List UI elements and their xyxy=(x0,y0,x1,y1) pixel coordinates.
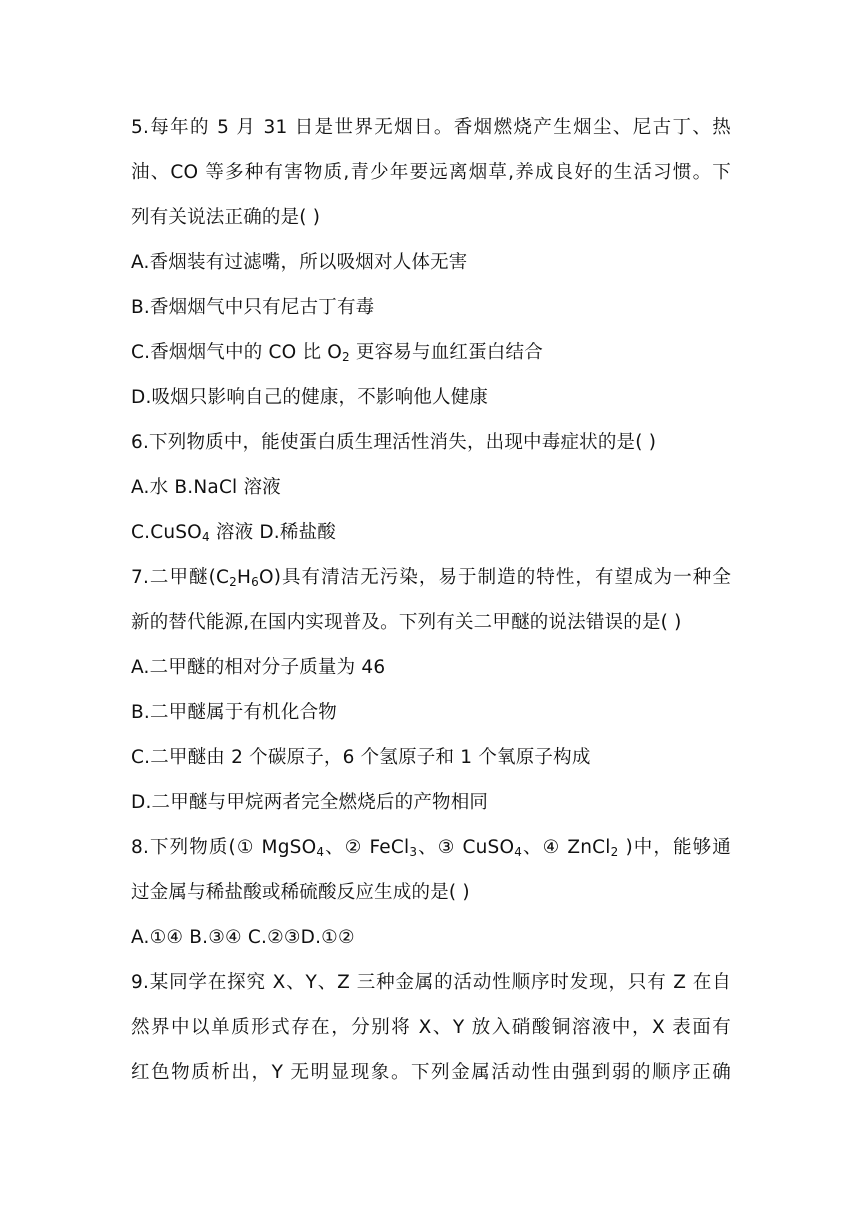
q6-options-ab: A.水 B.NaCl 溶液 xyxy=(131,477,281,498)
q7-stem-text-h: H xyxy=(236,567,252,588)
q5-option-b: B.香烟烟气中只有尼古丁有毒 xyxy=(131,297,375,318)
q7-option-c: C.二甲醚由 2 个碳原子，6 个氢原子和 1 个氧原子构成 xyxy=(131,747,591,768)
q8-text-1: 8.下列物质(① MgSO xyxy=(131,837,317,858)
q8-subscript-4: 2 xyxy=(610,845,619,859)
q9-stem-line-1: 9.某同学在探究 X、Y、Z 三种金属的活动性顺序时发现，只有 Z 在自 xyxy=(131,972,731,993)
q5-stem-line-1: 5.每年的 5 月 31 日是世界无烟日。香烟燃烧产生烟尘、尼古丁、热 xyxy=(131,117,731,138)
q5-option-d: D.吸烟只影响自己的健康，不影响他人健康 xyxy=(131,387,489,408)
q7-subscript-c: 2 xyxy=(229,575,237,589)
q7-option-b: B.二甲醚属于有机化合物 xyxy=(131,702,337,723)
q8-text-5: )中，能够通 xyxy=(618,837,731,858)
q8-options: A.①④ B.③④ C.②③D.①② xyxy=(131,927,355,948)
q5-option-a: A.香烟装有过滤嘴，所以吸烟对人体无害 xyxy=(131,252,468,273)
q8-subscript-1: 4 xyxy=(316,845,325,859)
q7-stem-line-1 xyxy=(131,566,731,590)
q8-stem-line-2: 过金属与稀盐酸或稀硫酸反应生成的是( ) xyxy=(131,882,470,903)
q8-text-2: 、② FeCl xyxy=(324,837,410,858)
q7-option-d: D.二甲醚与甲烷两者完全燃烧后的产物相同 xyxy=(131,792,489,813)
q8-text-4: 、④ ZnCl xyxy=(522,837,611,858)
q6-options-cd xyxy=(131,521,731,545)
q7-option-a: A.二甲醚的相对分子质量为 46 xyxy=(131,657,386,678)
q7-subscript-h: 6 xyxy=(251,575,259,589)
q8-text-3: 、③ CuSO xyxy=(417,837,515,858)
q7-stem-text-2: O)具有清洁无污染，易于制造的特性，有望成为一种全 xyxy=(258,567,732,588)
q5-option-c xyxy=(131,341,731,365)
q5-option-c-subscript: 2 xyxy=(341,350,350,364)
q8-subscript-2: 3 xyxy=(409,845,418,859)
q7-stem-line-2: 新的替代能源,在国内实现普及。下列有关二甲醚的说法错误的是( ) xyxy=(131,612,682,633)
q8-stem-line-1 xyxy=(131,836,731,860)
q6-option-c-text: C.CuSO xyxy=(131,522,202,543)
q6-option-c-text-end: 溶液 D.稀盐酸 xyxy=(209,522,336,543)
q8-subscript-3: 4 xyxy=(514,845,523,859)
q5-stem-line-3: 列有关说法正确的是( ) xyxy=(131,207,321,228)
q9-stem-line-3: 红色物质析出，Y 无明显现象。下列金属活动性由强到弱的顺序正确 xyxy=(131,1062,731,1083)
q6-option-c-subscript: 4 xyxy=(201,530,210,544)
q7-stem-text-1: 7.二甲醚(C xyxy=(131,567,230,588)
q6-stem: 6.下列物质中，能使蛋白质生理活性消失，出现中毒症状的是( ) xyxy=(131,432,657,453)
q9-stem-line-2: 然界中以单质形式存在，分别将 X、Y 放入硝酸铜溶液中，X 表面有 xyxy=(131,1017,731,1038)
q5-stem-line-2: 油、CO 等多种有害物质,青少年要远离烟草,养成良好的生活习惯。下 xyxy=(131,162,731,183)
q5-option-c-text: C.香烟烟气中的 CO 比 O xyxy=(131,342,342,363)
q5-option-c-text-end: 更容易与血红蛋白结合 xyxy=(349,342,543,363)
